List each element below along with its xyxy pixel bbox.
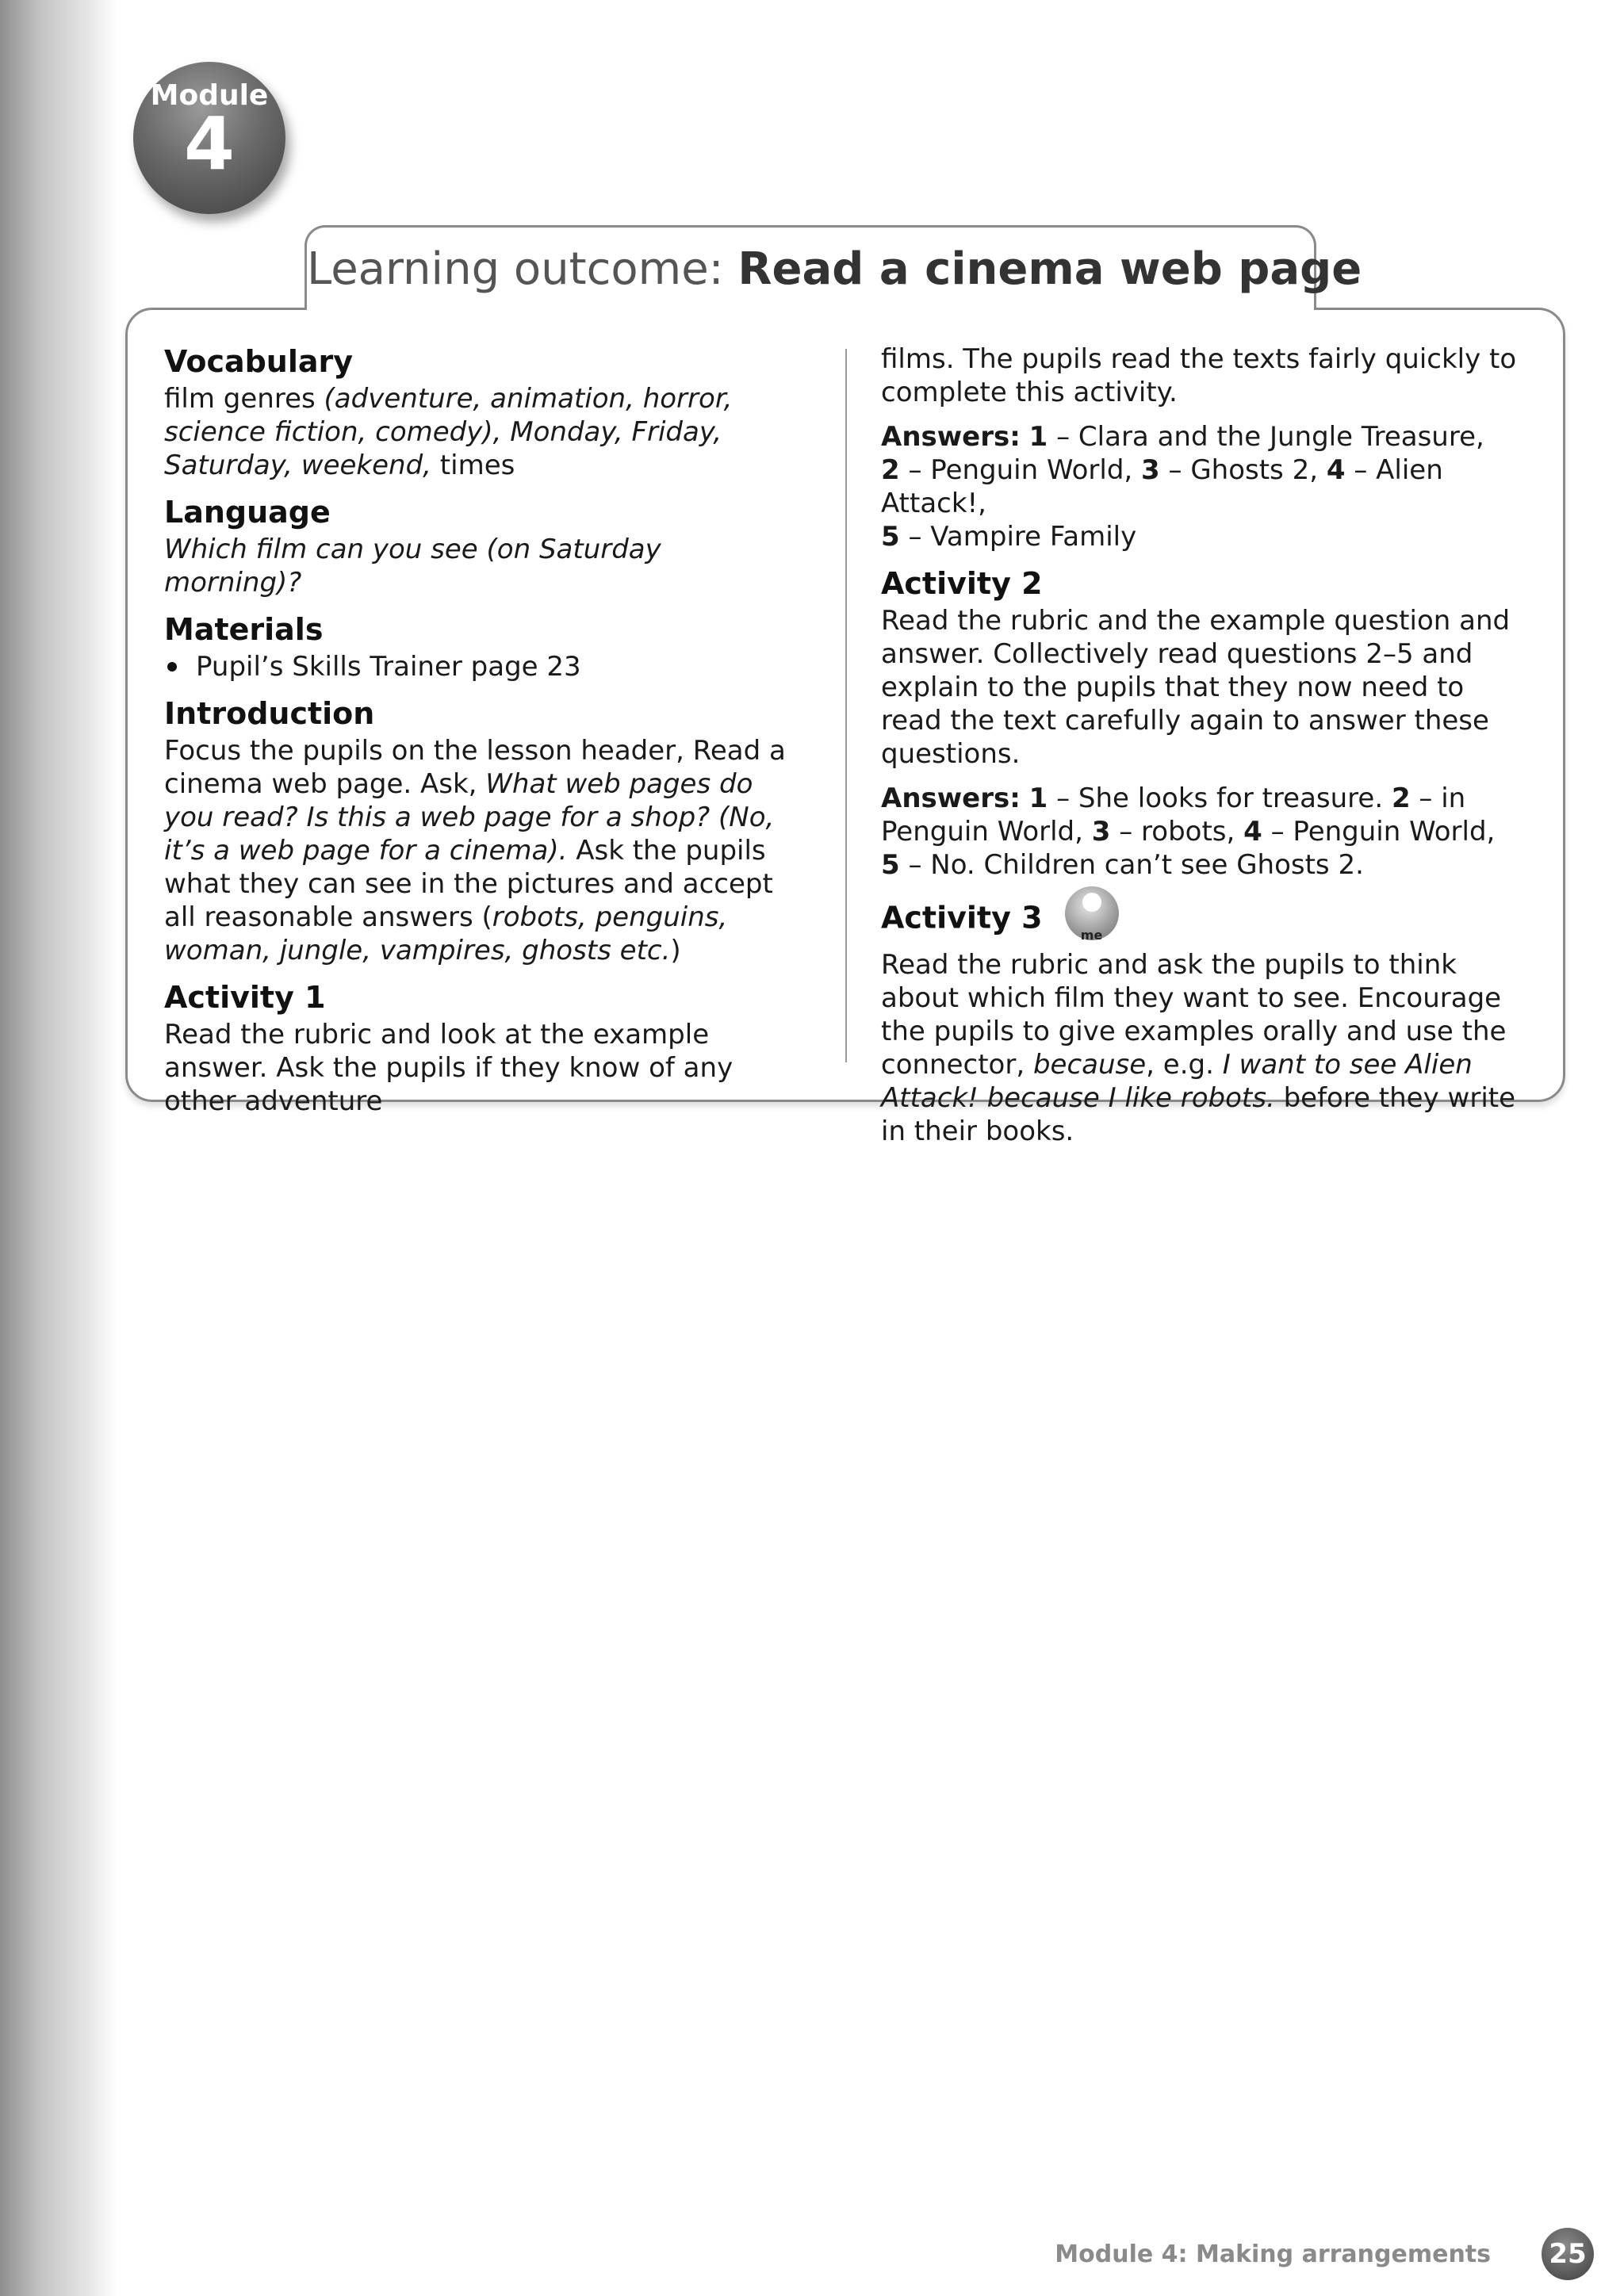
page-number: 25 [1542,2228,1594,2280]
outcome-prefix: Learning outcome: [307,243,724,295]
module-number: 4 [183,101,235,186]
language-text: Which film can you see (on Saturday morning)? [164,534,661,599]
module-badge [133,62,285,214]
learning-outcome-header [304,225,1362,309]
introduction-heading: Introduction [164,696,375,731]
page-spine-shading [0,0,117,2296]
materials-heading: Materials [164,612,324,647]
vocabulary-text: film genres (adventure, animation, horror, science fiction, comedy), Monday, Friday, Saturday, weekend, times [164,383,733,481]
left-column [164,342,799,1129]
activity1-text: Read the rubric and look at the example answer. Ask the pupils if they know of any other adventure [164,1019,733,1117]
vocabulary-heading: Vocabulary [164,344,354,379]
activity1-heading: Activity 1 [164,980,326,1015]
me-icon: me [1065,886,1119,940]
footer-module-title: Module 4: Making arrangements [1055,2241,1491,2268]
activity1-answers: Answers: 1 – Clara and the Jungle Treasure, 2 – Penguin World, 3 – Ghosts 2, 4 – Alien Attack!, 5 – Vampire Family [881,421,1484,553]
activity2-text: Read the rubric and the example question and answer. Collectively read questions 2–5 and explain to the pupils that they now need to read the text carefully again to answer these questions. [881,605,1511,770]
activity2-heading: Activity 2 [881,566,1043,601]
materials-item: Pupil’s Skills Trainer page 23 [164,650,799,683]
activity3-heading: Activity 3 me [881,893,1531,947]
introduction-text: Focus the pupils on the lesson header, Read a cinema web page. Ask, What web pages do you read? Is this a web page for a shop? (No, it’s a web page for a cinema). Ask the pupils what they can see in the pictures and accept all reasonable answers (robots, penguins, woman, jungle, vampires, ghosts etc.) [164,735,786,966]
module-label: Module [150,79,269,112]
right-column [881,342,1531,1159]
activity3-text: Read the rubric and ask the pupils to think about which film they want to see. Encourage the pupils to give examples orally and use the connector, because, e.g. I want to see Alien Attack! because I like robots. before they write in their books. [881,949,1516,1147]
column-divider [845,349,847,1062]
activity1-continued: films. The pupils read the texts fairly quickly to complete this activity. [881,343,1517,408]
outcome-title: Read a cinema web page [737,243,1362,295]
language-heading: Language [164,495,331,530]
activity2-answers: Answers: 1 – She looks for treasure. 2 – in Penguin World, 3 – robots, 4 – Penguin World, 5 – No. Children can’t see Ghosts 2. [881,783,1496,881]
